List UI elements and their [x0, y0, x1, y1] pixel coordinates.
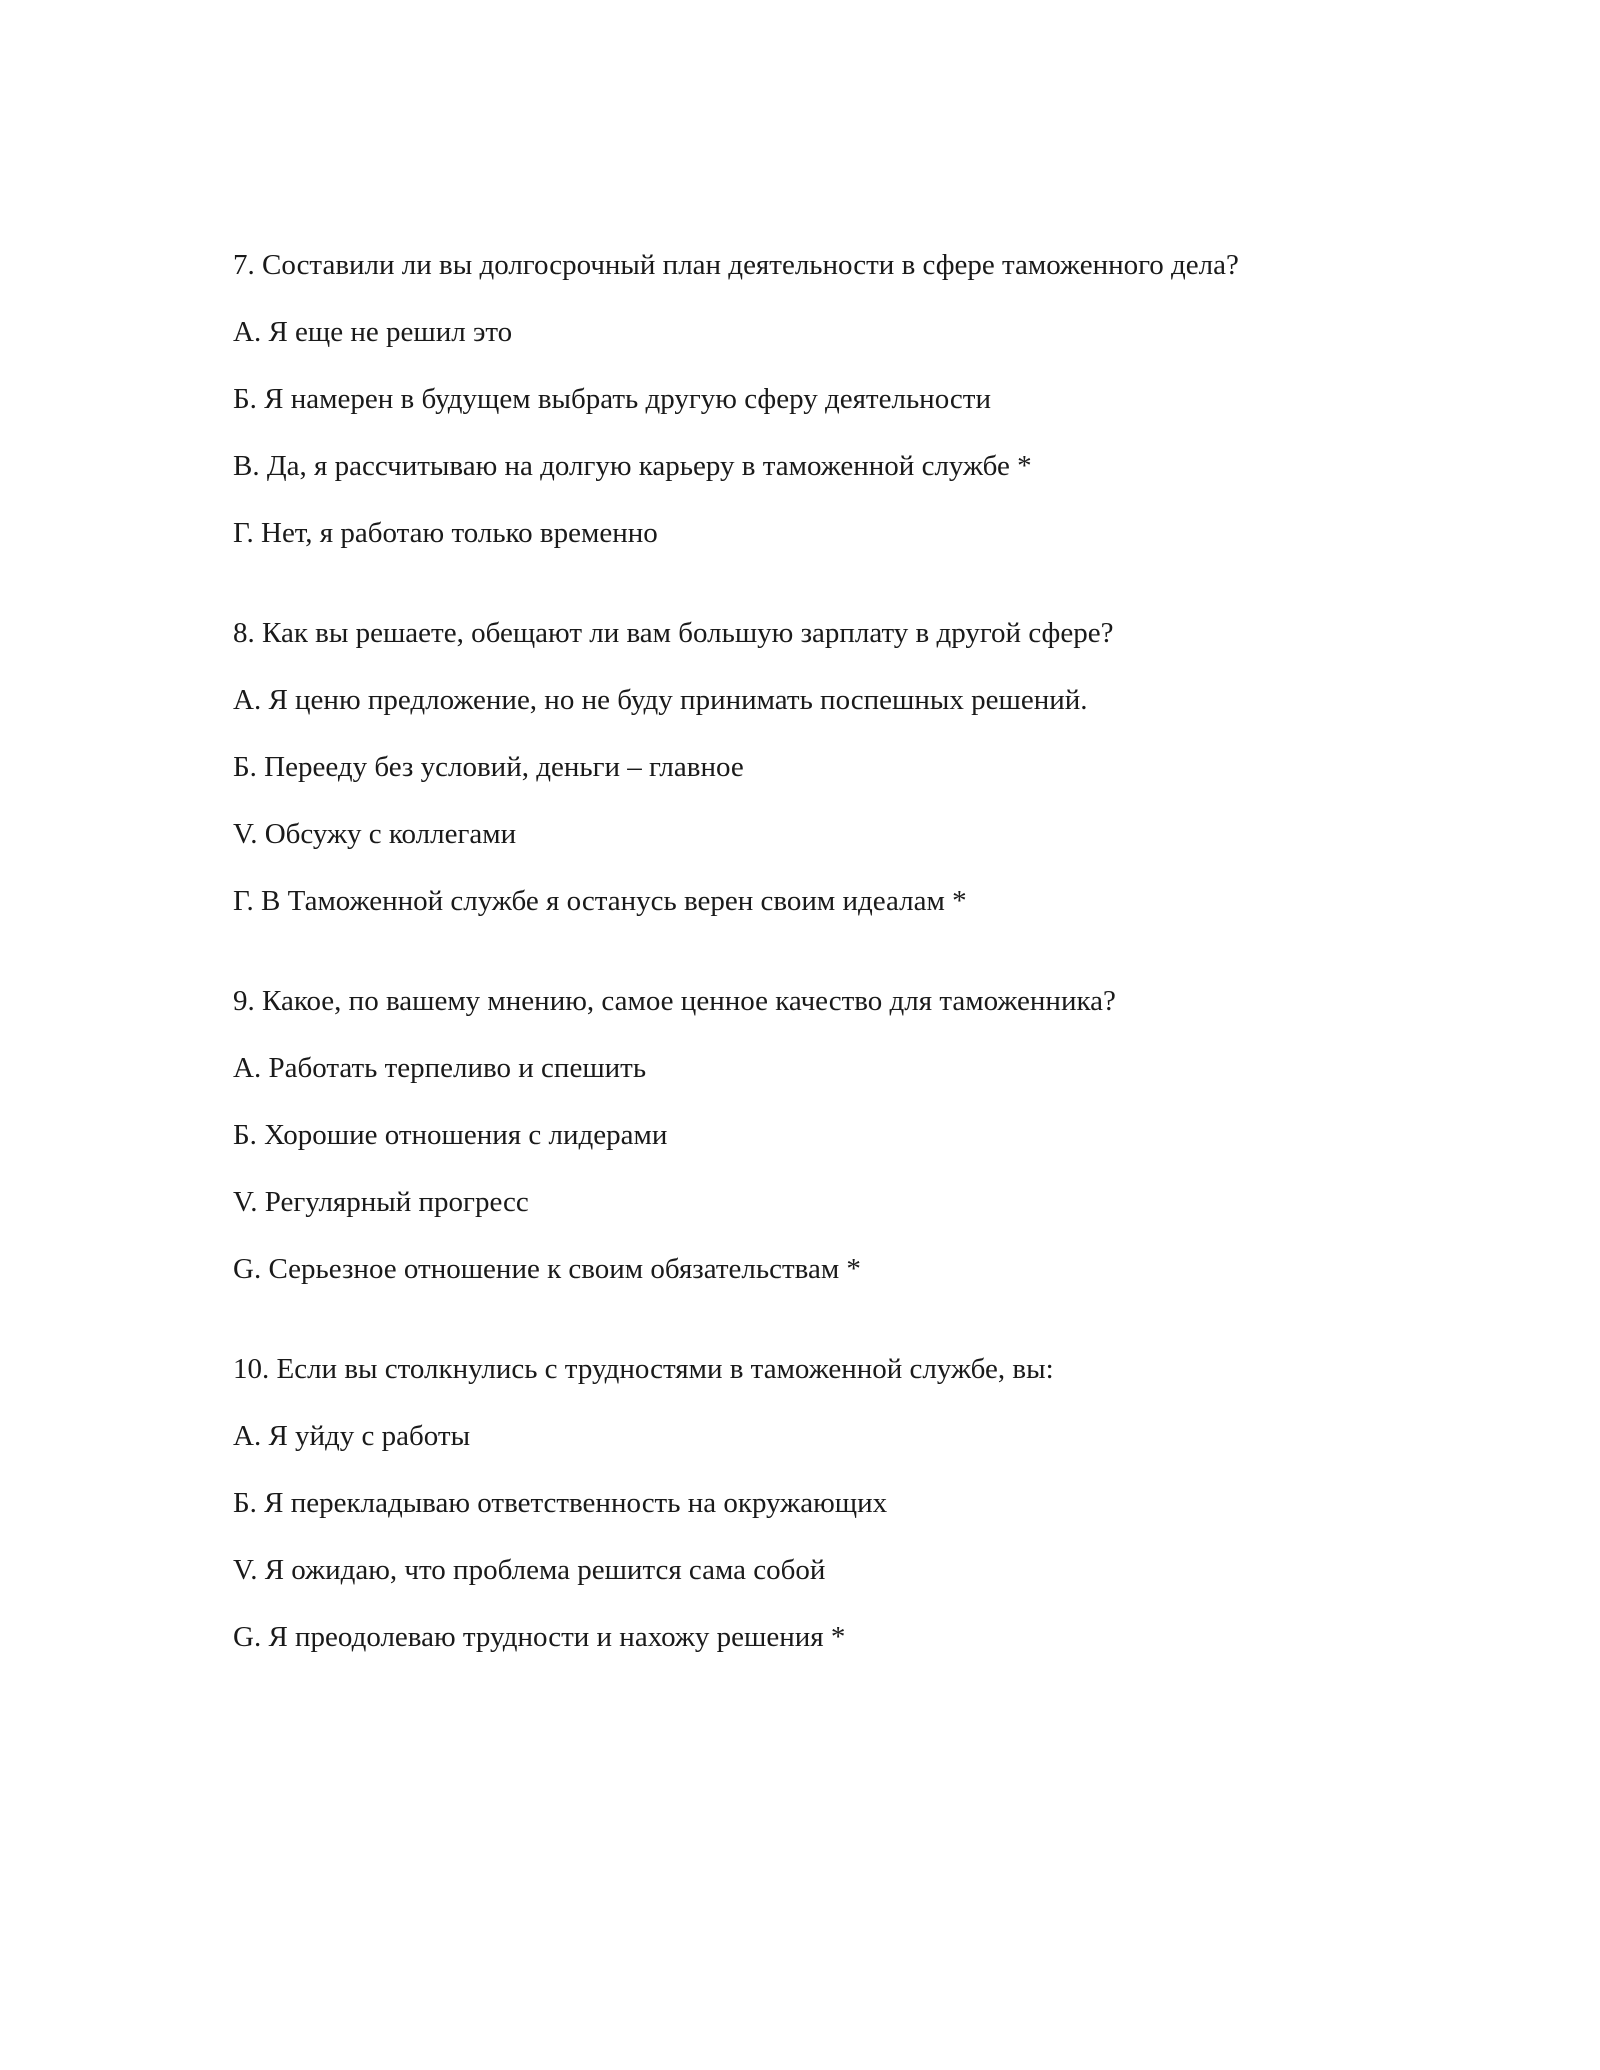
question-text: 9. Какое, по вашему мнению, самое ценное качество для таможенника?: [233, 985, 1116, 1017]
question-text: 8. Как вы решаете, обещают ли вам большую зарплату в другой сфере?: [233, 617, 1114, 649]
answer-option: Б. Хорошие отношения с лидерами: [233, 1119, 668, 1151]
question-8: [233, 616, 1433, 918]
answer-option: G. Я преодолеваю трудности и нахожу решения *: [233, 1621, 846, 1653]
questionnaire: [233, 248, 1433, 1654]
question-text: 7. Составили ли вы долгосрочный план деятельности в сфере таможенного дела?: [233, 249, 1239, 281]
question-7: [233, 248, 1433, 550]
answer-option: А. Я еще не решил это: [233, 316, 513, 348]
question-text: 10. Если вы столкнулись с трудностями в таможенной службе, вы:: [233, 1353, 1054, 1385]
answer-option: Г. В Таможенной службе я останусь верен своим идеалам *: [233, 885, 967, 917]
answer-option: В. Да, я рассчитываю на долгую карьеру в таможенной службе *: [233, 450, 1032, 482]
answer-option: G. Серьезное отношение к своим обязательствам *: [233, 1253, 861, 1285]
answer-option: V. Я ожидаю, что проблема решится сама собой: [233, 1554, 826, 1586]
answer-option: Б. Я перекладываю ответственность на окружающих: [233, 1487, 888, 1519]
answer-option: Г. Нет, я работаю только временно: [233, 517, 658, 549]
answer-option: Б. Перееду без условий, деньги – главное: [233, 751, 744, 783]
answer-option: А. Я уйду с работы: [233, 1420, 471, 1452]
answer-option: А. Я ценю предложение, но не буду принимать поспешных решений.: [233, 684, 1088, 716]
question-10: [233, 1352, 1433, 1654]
answer-option: V. Обсужу с коллегами: [233, 818, 517, 850]
question-9: [233, 984, 1433, 1286]
answer-option: Б. Я намерен в будущем выбрать другую сферу деятельности: [233, 383, 991, 415]
answer-option: А. Работать терпеливо и спешить: [233, 1052, 647, 1084]
answer-option: V. Регулярный прогресс: [233, 1186, 529, 1218]
